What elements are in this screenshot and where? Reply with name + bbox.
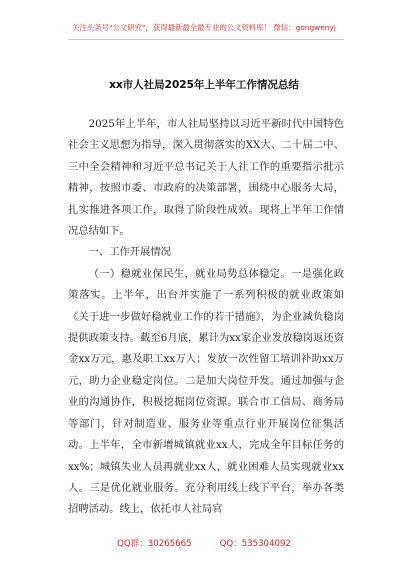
document-body (68, 114, 344, 521)
document-title: xx市人社局2025年上半年工作情况总结 (109, 79, 299, 91)
body-paragraph: （一）稳就业保民生，就业局势总体稳定。一是强化政策落实。上半年，出台并实施了一系列积极的就业政策如《关于进一步做好稳就业工作的若干措施》，为企业减负稳岗提供政策支持。截至6月底，累计为xx家企业发放稳岗返还资金xx万元，惠及职工xx万人；发放一次性留工培训补助xx万元，助力企业稳定岗位。二是加大岗位开发。通过加强与企业的沟通协作，积极挖掘岗位资源。联合市工信局、商务局等部门，针对制造业、服务业等重点行业开展岗位征集活动。上半年，全市新增城镇就业xx人，完成全年目标任务的xx%；城镇失业人员再就业xx人，就业困难人员实现就业xx人。三是优化就业服务。充分利用线上线下平台，举办各类招聘活动。线上，依托市人社局官 (68, 267, 344, 516)
header-banner: 关注头条号"公文研究"，获得最新最全最专业的公文资料库！ 微信：gongwenyj (72, 23, 336, 32)
footer-qq-group: QQ群：30265665 (117, 539, 192, 549)
footer-qq-number: QQ：535304092 (219, 539, 291, 549)
header-divider (68, 39, 344, 40)
intro-paragraph: 2025年上半年，市人社局坚持以习近平新时代中国特色社会主义思想为指导，深入贯彻落实的XX大、二十届二中、三中全会精神和习近平总书记关于人社工作的重要指示批示精神，按照市委、市政府的决策部署，围绕中心服务大局，扎实推进各项工作，取得了阶段性成效。现将上半年工作情况总结如下。 (68, 118, 344, 238)
footer-contact (0, 537, 408, 549)
section-heading: 一、工作开展情况 (88, 246, 171, 259)
